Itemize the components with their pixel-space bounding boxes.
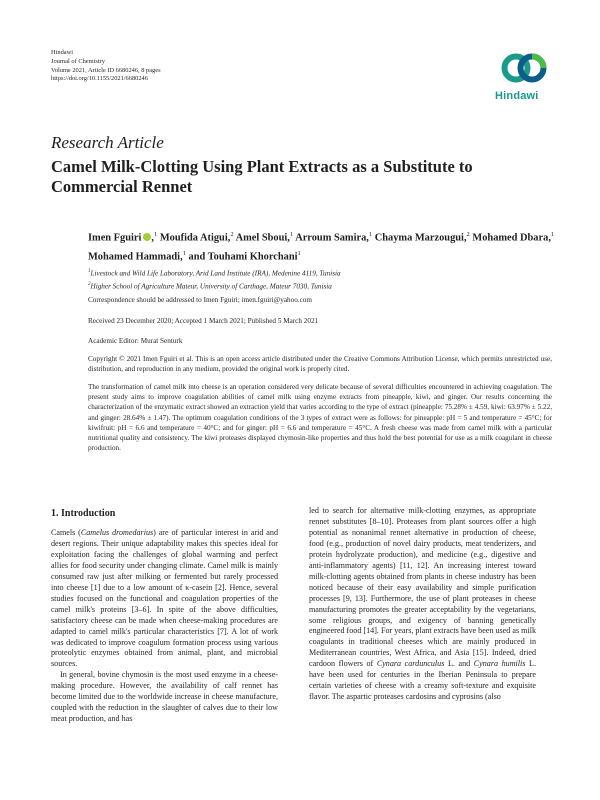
author-list: Imen Fguiri ,$^1$ Moufida Atigui,$^2$ Amel Sboui,$^1$ Arroum Samira,$^1$ Chayma Marzougui,$^2$ Mohamed Dbara,$^1$ Mohamed Hammadi,$^1$ and Touhami Khorchani$^1$ <box>88 231 555 263</box>
author-name[interactable]: Amel Sboui <box>235 232 288 244</box>
author-affiliation-mark: 1 <box>154 231 158 238</box>
species-name: Cynara humilis <box>473 659 526 669</box>
author-name[interactable]: and Touhami Khorchani <box>188 251 298 263</box>
paragraph-text: ) are of particular interest in arid and desert regions. Their unique adaptability makes this species ideal for exploitation facing the challenges of global warming and perfect allies for food security under changing climate. Camel milk is mainly consumed raw just after milking or fermented but rarely processed into cheese [1] due to a low amount of κ-casein [2]. Hence, several studies focused on the functional and coagulation properties of the camel milk's proteins [3–6]. In spite of the above difficulties, satisfactory cheese can be made when cheese-making procedures are adapted to camel milk's particular characteristics [7]. A lot of work was dedicated to improve coagulum formation process using various proteolytic enzymes obtained from animal, plant, and microbial sources. <box>51 528 278 669</box>
author-name[interactable]: Chayma Marzougui <box>374 232 464 244</box>
article-title: Camel Milk-Clotting Using Plant Extracts as a Substitute to Commercial Rennet <box>51 157 473 196</box>
section-heading-introduction: 1. Introduction <box>51 508 116 519</box>
affiliation-line <box>88 279 558 292</box>
author-name[interactable]: Mohamed Dbara <box>472 232 549 244</box>
hindawi-wordmark: Hindawi <box>495 90 539 102</box>
article-type: Research Article <box>51 133 164 152</box>
intro-paragraph <box>51 528 278 670</box>
journal-meta <box>51 49 161 84</box>
right-column <box>309 506 536 703</box>
correspondence: Correspondence should be addressed to Imen Fguiri; imen.fguiri@yahoo.com <box>88 296 312 304</box>
paragraph-text: L. have been used for centuries in the Iberian Peninsula to prepare certain varieties of cheese with a creamy soft-texture and exquisite flavor. The aspartic proteases cardosins and cyprosins (also <box>309 659 537 702</box>
species-name: Cynara cardunculus <box>376 659 445 669</box>
affiliation-text: Higher School of Agriculture Mateur, University of Carthage, Mateur 7030, Tunisia <box>90 282 332 291</box>
copyright-notice: Copyright © 2021 Imen Fguiri et al. This is an open access article distributed under the Creative Commons Attribution License, which permits unrestricted use, distribution, and reproduction in any medium, provided the original work is properly cited. <box>88 355 552 374</box>
species-name: Camelus dromedarius <box>80 528 154 537</box>
affiliations <box>88 266 558 293</box>
affiliation-number: 2 <box>88 282 91 288</box>
author-name[interactable]: Arroum Samira <box>295 232 367 244</box>
abstract: The transformation of camel milk into cheese is an operation considered very delicate because of several difficulties encountered in achieving coagulation. The present study aims to improve coagulation abilities of camel milk using enzyme extracts from pineapple, kiwi, and ginger. Our results concerning the characterization of the enzymatic extract showed an extraction yield that varies according to the type of extract (pineapple: 75.28% ± 4.59, kiwi: 63.97% ± 5.22, and ginger: 28.64% ± 1.47). The optimum coagulation conditions of the 3 types of extract were as follows: for pineapple: pH = 5 and temperature = 45°C; for kiwifruit: pH = 6.6 and temperature = 40°C; and for ginger: pH = 6.6 and temperature = 45°C. A fresh cheese was made from camel milk with a particular nutritional quality and consistency. The kiwi proteases displayed chymosin-like properties and thus hold the best potential for use as a milk coagulant in cheese production. <box>88 383 552 453</box>
author-affiliation-mark: 2 <box>230 231 234 238</box>
journal-name: Journal of Chemistry <box>51 57 105 65</box>
intro-paragraph: In general, bovine chymosin is the most used enzyme in a cheese-making procedure. However, the availability of calf rennet has become limited due to the worldwide increase in cheese manufacture, coupled with the reduction in the slaughter of calves due to their low meat production, and has <box>51 670 278 724</box>
author-name[interactable]: Moufida Atigui <box>159 232 228 244</box>
author-affiliation-mark: 1 <box>182 249 186 257</box>
article-dates: Received 23 December 2020; Accepted 1 March 2021; Published 5 March 2021 <box>88 317 319 325</box>
orcid-icon[interactable] <box>143 233 151 241</box>
author-affiliation-mark: 2 <box>466 231 470 238</box>
publisher-name: Hindawi <box>51 49 74 56</box>
paragraph-text: led to search for alternative milk-clotting enzymes, as appropriate rennet substitutes [8–10]. Proteases from plant sources offer a high potential as nonanimal rennet alternative in production of cheese, food (e.g., production of novel dairy products, meat tenderizers, and protein hydrolyzate production), and medicine (e.g., digestive and anti-inflammatory agents) [11, 12]. An increasing interest toward milk-clotting agents obtained from plants in cheese industry has been noticed because of their easy availability and simple purification processes [9, 13]. Furthermore, the use of plant proteases in cheese manufacturing promotes the greater acceptability by the vegetarians, some religious groups, and exigency of banning genetically engineered food [14]. For years, plant extracts have been used as milk coagulants in traditional cheeses which are mainly produced in Mediterranean countries, West Africa, and Asia [15]. Indeed, dried cardoon flowers of <box>309 506 536 669</box>
affiliation-number: 1 <box>88 269 91 274</box>
author-affiliation-mark: 1 <box>368 231 373 238</box>
academic-editor: Academic Editor: Murat Senturk <box>88 337 183 345</box>
intro-paragraph <box>309 506 536 703</box>
affiliation-text: Livestock and Wild Life Laboratory, Arid Land Institute (IRA), Medenine 4119, Tunisia <box>90 269 341 278</box>
volume-line: Volume 2021, Article ID 6680246, 8 pages <box>51 66 161 74</box>
author-affiliation-mark: 1 <box>550 231 555 238</box>
hindawi-rings-icon <box>499 48 549 88</box>
author-affiliation-mark: 1 <box>297 249 301 257</box>
author-affiliation-mark: 1 <box>289 231 294 238</box>
affiliation-line <box>88 266 558 279</box>
paragraph-text: L. and <box>444 659 474 669</box>
author-name[interactable]: Mohamed Hammadi <box>88 251 181 263</box>
paragraph-text: Camels ( <box>51 528 81 537</box>
doi-link[interactable]: https://doi.org/10.1155/2021/6680246 <box>51 75 148 83</box>
left-column <box>51 528 278 725</box>
hindawi-logo <box>495 48 553 102</box>
author-name[interactable]: Imen Fguiri <box>88 232 142 244</box>
